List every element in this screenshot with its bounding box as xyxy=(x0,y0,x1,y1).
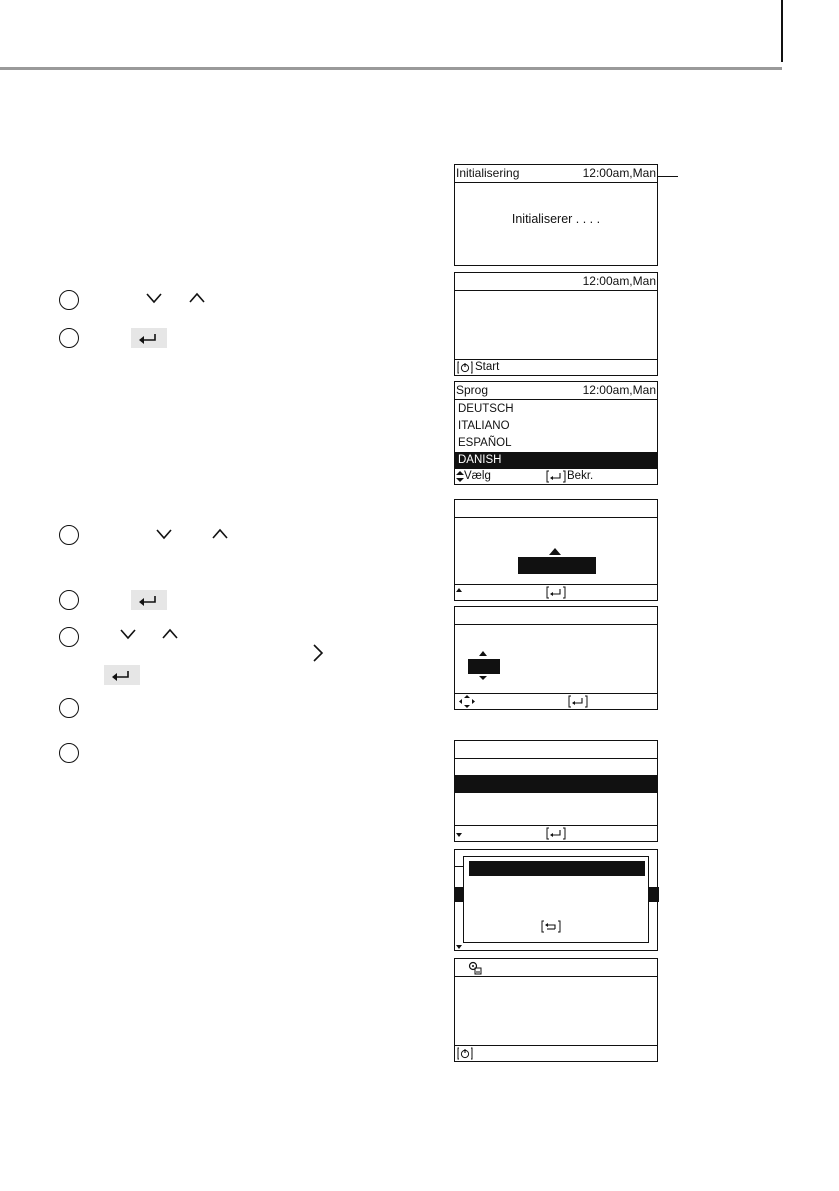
confirm-label: Bekr. xyxy=(567,470,594,482)
lcd-screen-field-adjust xyxy=(454,606,658,710)
enter-icon xyxy=(104,665,140,685)
down-arrow-icon xyxy=(456,945,462,949)
screen-title: Initialisering xyxy=(456,166,520,180)
page-edge-line xyxy=(781,0,783,62)
increase-arrow-icon xyxy=(479,651,487,656)
lcd-screen-language xyxy=(454,381,658,485)
lcd-screen-settings xyxy=(454,958,658,1062)
enter-icon xyxy=(545,826,567,841)
lcd-screen-list xyxy=(454,740,658,842)
power-icon xyxy=(457,361,473,374)
select-label: Vælg xyxy=(464,470,491,482)
clock-display: 12:00am,Man xyxy=(582,383,656,397)
callout-leader-line xyxy=(658,176,678,177)
initializing-message: Initialiserer . . . . xyxy=(511,212,601,226)
chevron-up-icon xyxy=(189,292,205,304)
lcd-footer xyxy=(455,693,657,709)
enter-icon xyxy=(131,590,167,610)
language-option-deutsch[interactable]: DEUTSCH xyxy=(458,403,514,415)
step-marker-2 xyxy=(59,328,79,348)
language-option-italiano[interactable]: ITALIANO xyxy=(458,420,510,432)
step-marker-6 xyxy=(59,698,79,718)
return-icon[interactable] xyxy=(540,919,562,934)
lcd-header xyxy=(455,273,657,291)
language-option-espanol[interactable]: ESPAÑOL xyxy=(458,437,512,449)
lcd-screen-initializing xyxy=(454,164,658,266)
lcd-header xyxy=(455,741,657,759)
step-marker-5 xyxy=(59,627,79,647)
lcd-header xyxy=(455,165,657,183)
lcd-footer xyxy=(455,468,657,484)
settings-icon xyxy=(467,960,483,975)
enter-icon xyxy=(131,328,167,348)
up-arrow-icon xyxy=(456,588,462,592)
lcd-header xyxy=(455,382,657,400)
chevron-right-icon xyxy=(312,644,324,662)
power-icon[interactable] xyxy=(457,1047,473,1060)
lcd-footer xyxy=(455,825,657,841)
step-marker-4 xyxy=(59,590,79,610)
down-arrow-icon xyxy=(456,833,462,837)
clock-display: 12:00am,Man xyxy=(582,274,656,288)
start-label: Start xyxy=(475,361,500,373)
lcd-header xyxy=(455,607,657,625)
selected-digit-field[interactable] xyxy=(468,659,500,674)
selected-value-field[interactable] xyxy=(518,557,596,574)
header-rule xyxy=(0,67,782,70)
language-option-danish[interactable]: DANISH xyxy=(455,452,657,469)
enter-icon xyxy=(567,694,589,709)
step-marker-1 xyxy=(59,290,79,310)
enter-icon xyxy=(545,585,567,600)
popup-selected-row[interactable] xyxy=(469,861,645,876)
lcd-footer xyxy=(455,359,657,375)
step-marker-3 xyxy=(59,525,79,545)
chevron-down-icon xyxy=(146,292,162,304)
lcd-screen-popup xyxy=(454,849,658,951)
screen-title: Sprog xyxy=(456,383,489,397)
lcd-screen-start xyxy=(454,272,658,376)
decrease-arrow-icon xyxy=(479,676,487,680)
lcd-header xyxy=(455,959,657,977)
step-marker-7 xyxy=(59,743,79,763)
lcd-footer xyxy=(455,1045,657,1061)
four-way-arrow-icon xyxy=(459,695,475,708)
chevron-down-icon xyxy=(156,528,172,540)
lcd-screen-value-entry xyxy=(454,499,658,601)
chevron-down-icon xyxy=(120,628,136,640)
lcd-footer xyxy=(455,584,657,600)
updown-arrow-icon xyxy=(456,471,464,482)
increase-arrow-icon xyxy=(549,548,561,555)
chevron-up-icon xyxy=(162,628,178,640)
lcd-header xyxy=(455,500,657,518)
clock-display: 12:00am,Man xyxy=(582,166,656,180)
list-item-selected[interactable] xyxy=(455,776,657,793)
popup-dialog xyxy=(463,856,649,943)
enter-icon xyxy=(545,469,567,484)
chevron-up-icon xyxy=(212,528,228,540)
